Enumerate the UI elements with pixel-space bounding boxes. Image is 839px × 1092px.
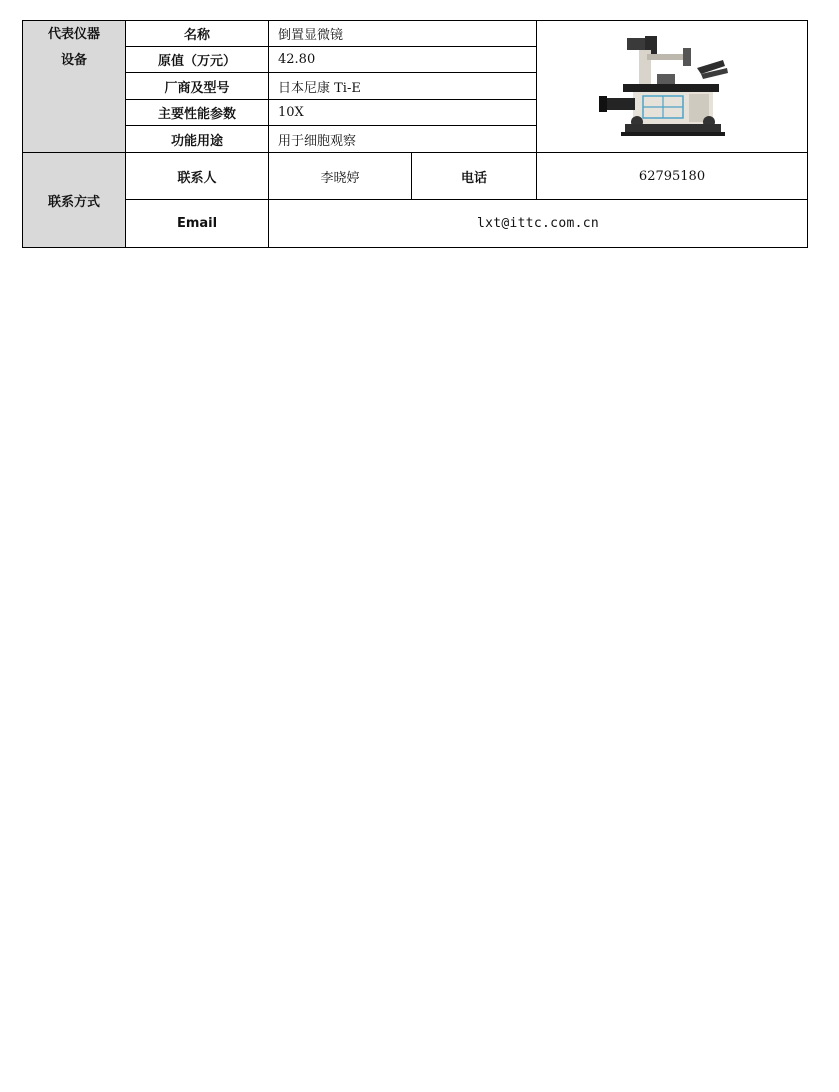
email-label: Email	[126, 200, 269, 248]
price-value: 42.80	[269, 47, 537, 73]
maker-label: 厂商及型号	[126, 73, 269, 100]
usage-value: 用于细胞观察	[269, 126, 537, 153]
category-cell	[23, 21, 126, 153]
spec-label: 主要性能参数	[126, 100, 269, 126]
price-label: 原值（万元）	[126, 47, 269, 73]
microscope-icon	[597, 32, 747, 142]
phone-label: 电话	[412, 153, 537, 200]
contact-person-value: 李晓婷	[269, 153, 412, 200]
category-line1: 代表仪器	[47, 27, 100, 42]
equipment-image-cell	[537, 21, 808, 153]
name-value: 倒置显微镜	[269, 21, 537, 47]
category-line2: 设备	[60, 53, 87, 68]
equipment-info-table	[22, 20, 808, 248]
email-value[interactable]: lxt@ittc.com.cn	[269, 200, 808, 248]
contact-person-label: 联系人	[126, 153, 269, 200]
name-label: 名称	[126, 21, 269, 47]
contact-section-label: 联系方式	[23, 153, 126, 248]
usage-label: 功能用途	[126, 126, 269, 153]
maker-value: 日本尼康 Ti-E	[269, 73, 537, 100]
spec-value: 10X	[269, 100, 537, 126]
phone-value: 62795180	[537, 153, 808, 200]
